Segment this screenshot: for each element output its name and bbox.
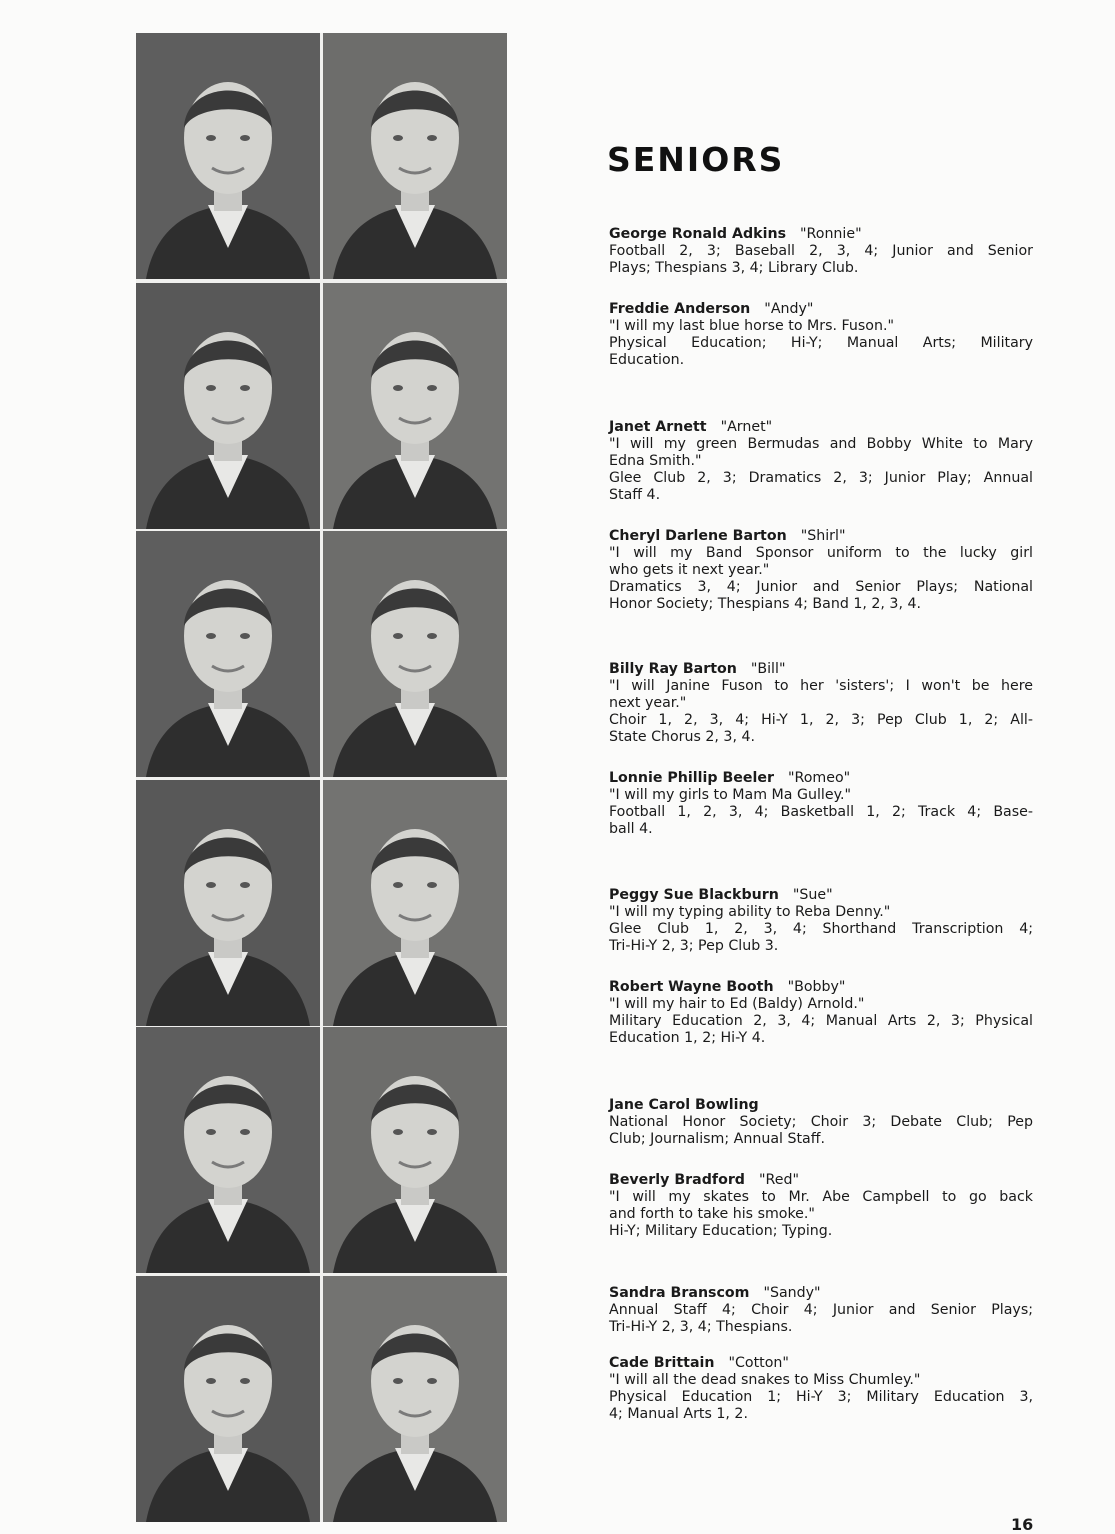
senior-heading xyxy=(609,887,1033,904)
senior-detail-line: Military Education 2, 3, 4; Manual Arts 2, 3; Physical xyxy=(609,1012,1033,1029)
senior-detail-line: Plays; Thespians 3, 4; Library Club. xyxy=(609,259,859,276)
senior-heading xyxy=(609,1355,1033,1372)
portrait-icon xyxy=(323,780,507,1026)
senior-entry xyxy=(609,301,1033,369)
senior-detail-line: Tri-Hi-Y 2, 3, 4; Thespians. xyxy=(609,1318,793,1335)
senior-name: Jane Carol Bowling xyxy=(609,1097,759,1113)
senior-nickname: "Arnet" xyxy=(720,419,773,435)
portrait-icon xyxy=(136,531,320,777)
senior-detail-line: Physical Education 1; Hi-Y 3; Military Education 3, xyxy=(609,1388,1033,1405)
senior-detail-line: 4; Manual Arts 1, 2. xyxy=(609,1405,748,1422)
senior-name: Janet Arnett xyxy=(609,419,707,435)
senior-detail-line: Education 1, 2; Hi-Y 4. xyxy=(609,1029,766,1046)
portrait-icon xyxy=(323,1027,507,1273)
senior-entry xyxy=(609,979,1033,1047)
portrait-photo xyxy=(323,283,507,529)
senior-entry xyxy=(609,528,1033,613)
senior-heading xyxy=(609,301,1033,318)
senior-nickname: "Bobby" xyxy=(787,979,846,995)
portrait-photo xyxy=(136,1276,320,1522)
senior-entry xyxy=(609,661,1033,746)
senior-name: Lonnie Phillip Beeler xyxy=(609,770,774,786)
senior-detail-line: "I will all the dead snakes to Miss Chumley." xyxy=(609,1371,921,1388)
portrait-icon xyxy=(323,531,507,777)
portrait-photo xyxy=(323,33,507,279)
senior-name: Billy Ray Barton xyxy=(609,661,737,677)
portrait-icon xyxy=(136,1276,320,1522)
portrait-photo xyxy=(136,283,320,529)
senior-nickname: "Romeo" xyxy=(788,770,851,786)
senior-detail-line: Tri-Hi-Y 2, 3; Pep Club 3. xyxy=(609,937,779,954)
senior-detail-line: "I will my Band Sponsor uniform to the lucky girl xyxy=(609,544,1033,561)
portrait-photo xyxy=(323,1276,507,1522)
senior-detail-line: Honor Society; Thespians 4; Band 1, 2, 3, 4. xyxy=(609,595,922,612)
portrait-photo xyxy=(136,780,320,1026)
senior-nickname: "Shirl" xyxy=(800,528,846,544)
senior-nickname: "Sue" xyxy=(792,887,833,903)
portrait-photo xyxy=(136,531,320,777)
portrait-photo xyxy=(136,33,320,279)
senior-detail-line: Annual Staff 4; Choir 4; Junior and Senior Plays; xyxy=(609,1301,1033,1318)
senior-detail-line: Glee Club 2, 3; Dramatics 2, 3; Junior Play; Annual xyxy=(609,469,1033,486)
senior-detail-line: Glee Club 1, 2, 3, 4; Shorthand Transcription 4; xyxy=(609,920,1033,937)
senior-heading xyxy=(609,1285,1033,1302)
senior-entry xyxy=(609,226,1033,277)
portrait-icon xyxy=(323,1276,507,1522)
senior-heading xyxy=(609,1172,1033,1189)
senior-name: Peggy Sue Blackburn xyxy=(609,887,779,903)
senior-entry xyxy=(609,1355,1033,1423)
senior-heading xyxy=(609,226,1033,243)
senior-detail-line: State Chorus 2, 3, 4. xyxy=(609,728,755,745)
portrait-icon xyxy=(136,33,320,279)
page-title: SENIORS xyxy=(607,140,785,179)
senior-name: Cade Brittain xyxy=(609,1355,715,1371)
senior-entry xyxy=(609,770,1033,838)
portrait-photo xyxy=(323,1027,507,1273)
senior-detail-line: "I will my hair to Ed (Baldy) Arnold." xyxy=(609,995,865,1012)
senior-heading xyxy=(609,770,1033,787)
senior-detail-line: National Honor Society; Choir 3; Debate Club; Pep xyxy=(609,1113,1033,1130)
senior-detail-line: Football 1, 2, 3, 4; Basketball 1, 2; Track 4; Base- xyxy=(609,803,1033,820)
senior-nickname: "Red" xyxy=(758,1172,799,1188)
portrait-icon xyxy=(136,780,320,1026)
senior-detail-line: Education. xyxy=(609,351,685,368)
portrait-photo xyxy=(323,780,507,1026)
senior-heading xyxy=(609,979,1033,996)
senior-detail-line: "I will my typing ability to Reba Denny." xyxy=(609,903,891,920)
senior-entry xyxy=(609,887,1033,955)
senior-name: Robert Wayne Booth xyxy=(609,979,774,995)
senior-detail-line: Hi-Y; Military Education; Typing. xyxy=(609,1222,833,1239)
senior-heading xyxy=(609,419,1033,436)
senior-name: Cheryl Darlene Barton xyxy=(609,528,787,544)
page-number: 16 xyxy=(1011,1515,1034,1534)
senior-nickname: "Ronnie" xyxy=(800,226,862,242)
senior-entry xyxy=(609,419,1033,504)
portrait-photo xyxy=(136,1027,320,1273)
senior-detail-line: Dramatics 3, 4; Junior and Senior Plays; National xyxy=(609,578,1033,595)
senior-detail-line: Staff 4. xyxy=(609,486,661,503)
senior-detail-line: Football 2, 3; Baseball 2, 3, 4; Junior and Senior xyxy=(609,242,1033,259)
senior-detail-line: Choir 1, 2, 3, 4; Hi-Y 1, 2, 3; Pep Club 1, 2; All- xyxy=(609,711,1033,728)
senior-entry xyxy=(609,1172,1033,1240)
senior-detail-line: Physical Education; Hi-Y; Manual Arts; Military xyxy=(609,334,1033,351)
senior-nickname: "Sandy" xyxy=(763,1285,821,1301)
senior-nickname: "Bill" xyxy=(750,661,786,677)
senior-detail-line: "I will my green Bermudas and Bobby White to Mary xyxy=(609,435,1033,452)
senior-detail-line: next year." xyxy=(609,694,687,711)
portrait-icon xyxy=(136,1027,320,1273)
senior-detail-line: ball 4. xyxy=(609,820,653,837)
senior-heading xyxy=(609,1097,1033,1114)
senior-detail-line: who gets it next year." xyxy=(609,561,770,578)
senior-name: George Ronald Adkins xyxy=(609,226,787,242)
senior-detail-line: and forth to take his smoke." xyxy=(609,1205,815,1222)
senior-detail-line: "I will my girls to Mam Ma Gulley." xyxy=(609,786,851,803)
portrait-icon xyxy=(323,33,507,279)
senior-name: Freddie Anderson xyxy=(609,301,751,317)
senior-detail-line: Edna Smith." xyxy=(609,452,702,469)
portrait-photo xyxy=(323,531,507,777)
senior-detail-line: "I will Janine Fuson to her 'sisters'; I won't be here xyxy=(609,677,1033,694)
senior-entry xyxy=(609,1285,1033,1336)
senior-detail-line: "I will my skates to Mr. Abe Campbell to go back xyxy=(609,1188,1033,1205)
senior-nickname: "Cotton" xyxy=(728,1355,789,1371)
senior-name: Beverly Bradford xyxy=(609,1172,745,1188)
senior-nickname: "Andy" xyxy=(764,301,814,317)
senior-heading xyxy=(609,661,1033,678)
senior-name: Sandra Branscom xyxy=(609,1285,750,1301)
senior-entry xyxy=(609,1097,1033,1148)
portrait-icon xyxy=(323,283,507,529)
senior-heading xyxy=(609,528,1033,545)
senior-detail-line: Club; Journalism; Annual Staff. xyxy=(609,1130,826,1147)
portrait-icon xyxy=(136,283,320,529)
portrait-grid xyxy=(136,33,506,1522)
senior-detail-line: "I will my last blue horse to Mrs. Fuson." xyxy=(609,317,895,334)
